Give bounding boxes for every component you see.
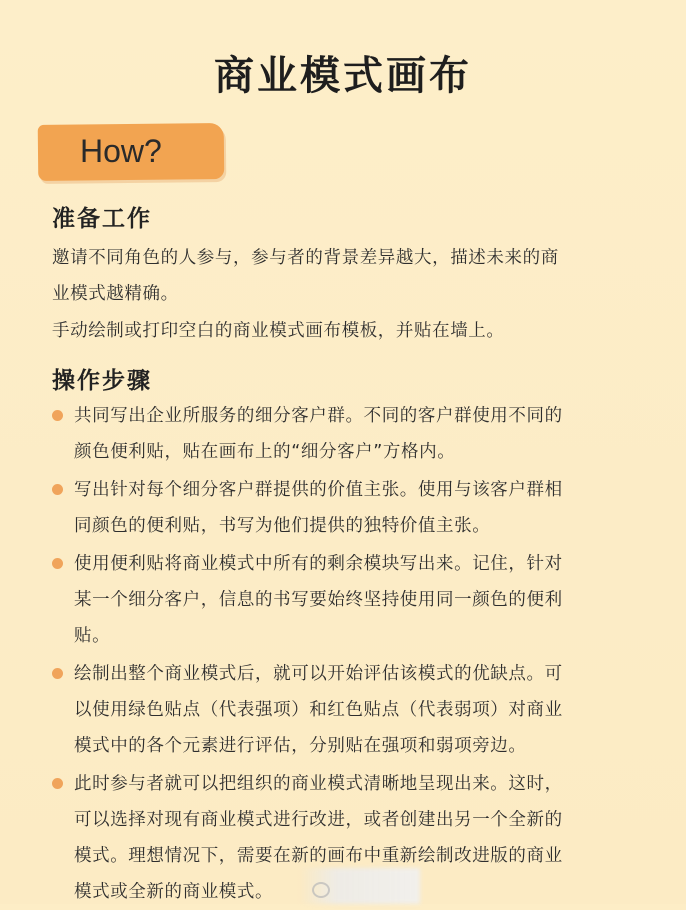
step-text: 此时参与者就可以把组织的商业模式清晰地呈现出来。这时， 可以选择对现有商业模式进行改进，或者创建出另一个全新的 模式。理想情况下，需要在新的画布中重新绘制改进版的商业 模式或全新的商业模式。 xyxy=(74,774,563,902)
step-text: 使用便利贴将商业模式中所有的剩余模块写出来。记住，针对 某一个细分客户，信息的书写要始终坚持使用同一颜色的便利 贴。 xyxy=(74,554,563,646)
bullet-dot-icon xyxy=(52,558,63,569)
bullet-dot-icon xyxy=(52,778,63,789)
page-title: 商业模式画布 xyxy=(214,53,472,99)
how-badge-label: How? xyxy=(80,133,162,169)
prep-heading: 准备工作 xyxy=(52,206,152,232)
step-text: 写出针对每个细分客户群提供的价值主张。使用与该客户群相 同颜色的便利贴，书写为他们提供的独特价值主张。 xyxy=(74,480,563,536)
bullet-dot-icon xyxy=(52,668,63,679)
bullet-dot-icon xyxy=(52,410,63,421)
weibo-icon xyxy=(312,882,330,898)
step-text: 共同写出企业所服务的细分客户群。不同的客户群使用不同的 颜色便利贴，贴在画布上的“细分客户”方格内。 xyxy=(74,406,563,462)
steps-heading: 操作步骤 xyxy=(52,368,152,394)
prep-paragraph-1: 邀请不同角色的人参与，参与者的背景差异越大，描述未来的商 业模式越精确。 xyxy=(52,248,559,304)
bullet-dot-icon xyxy=(52,484,63,495)
prep-paragraph-2: 手动绘制或打印空白的商业模式画布模板，并贴在墙上。 xyxy=(52,321,505,341)
step-text: 绘制出整个商业模式后，就可以开始评估该模式的优缺点。可 以使用绿色贴点（代表强项）和红色贴点（代表弱项）对商业 模式中的各个元素进行评估，分别贴在强项和弱项旁边。 xyxy=(74,664,563,756)
